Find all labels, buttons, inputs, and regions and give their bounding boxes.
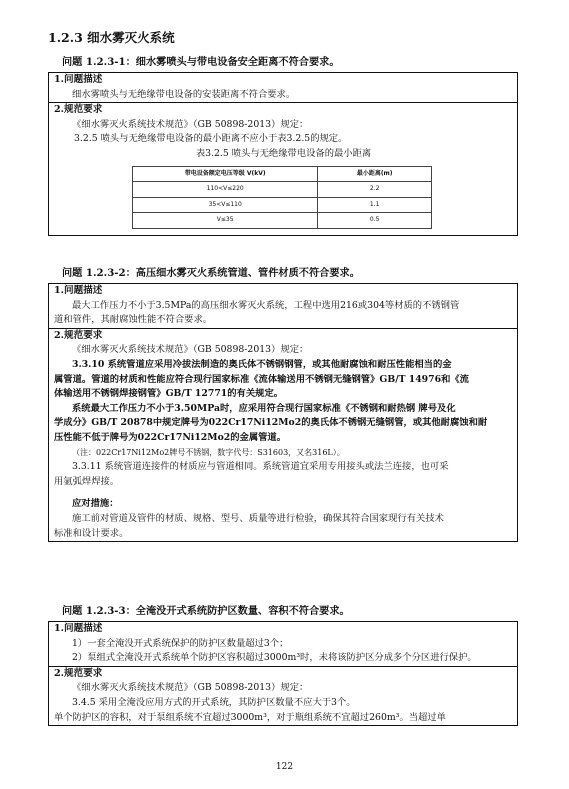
table-cell: 35<V≤110: [133, 197, 318, 213]
issue-3-requirement: [49, 667, 517, 725]
table-header-row: [133, 166, 432, 182]
requirement-header: 2.规范要求: [54, 667, 103, 679]
section-title: 1.2.3 细水雾灭火系统: [48, 30, 175, 45]
standard-reference: 《细水雾灭火系统技术规范》（GB 50898-2013）规定：: [72, 682, 309, 694]
description-text: 最大工作压力不小于3.5MPa的高压细水雾灭火系统，工程中选用216或304等材质的不锈钢管: [72, 299, 460, 311]
description-text: 1）一套全淹没开式系统保护的防护区数量超过3个；: [72, 637, 289, 649]
clause-text: 压性能不低于牌号为022Cr17Ni12Mo2的金属管道。: [54, 431, 287, 443]
description-header: 1.问题描述: [54, 285, 103, 296]
measure-text: 施工前对管道及管件的材质、规格、型号、质量等进行检验，确保其符合国家现行有关技术: [72, 512, 444, 524]
issue-2-title: 问题 1.2.3-2：高压细水雾灭火系统管道、管件材质不符合要求。: [62, 267, 360, 279]
issue-2-requirement: [49, 329, 517, 541]
description-text: 2）泵组式全淹没开式系统单个防护区容积超过3000m³时，未将该防护区分成多个分区进行保护。: [72, 652, 477, 664]
issue-1-description: [49, 73, 517, 103]
note-text: （注：022Cr17Ni12Mo2牌号不锈钢，数字代号：S31603，又名316L）。: [72, 447, 345, 457]
issue-1-requirement: [49, 103, 517, 229]
table-cell: V≤35: [133, 213, 318, 229]
issue-3-box: [48, 621, 518, 726]
clause-text: 3.4.5 采用全淹没应用方式的开式系统，其防护区数量不应大于3个。: [72, 696, 356, 708]
table-header-cell: 最小距离(m): [318, 166, 432, 182]
table-row: [133, 213, 432, 229]
table-cell: 110<V≤220: [133, 182, 318, 198]
page-number: 122: [275, 762, 294, 772]
distance-table: [132, 166, 432, 229]
table-cell: 2.2: [318, 182, 432, 198]
description-text: 道和管件，其耐腐蚀性能不符合要求。: [54, 314, 213, 326]
table-cell: 1.1: [318, 197, 432, 213]
clause-text: 系统最大工作压力不小于3.50MPa时，应采用符合现行国家标准《不锈钢和耐热钢 牌号及化: [72, 402, 456, 414]
table-header-cell: 带电设备额定电压等级 V(kV): [133, 166, 318, 182]
issue-3-description: [49, 622, 517, 667]
description-header: 1.问题描述: [54, 623, 103, 634]
clause-text: 3.2.5 喷头与无绝缘带电设备的最小距离不应小于表3.2.5的规定。: [74, 133, 348, 145]
table-row: [133, 197, 432, 213]
clause-text: 用氩弧焊焊接。: [54, 475, 120, 487]
standard-reference: 《细水雾灭火系统技术规范》（GB 50898-2013）规定：: [72, 118, 309, 130]
issue-1-title: 问题 1.2.3-1：细水雾喷头与带电设备安全距离不符合要求。: [62, 56, 340, 68]
issue-2-description: [49, 284, 517, 329]
standard-reference: 《细水雾灭火系统技术规范》（GB 50898-2013）规定：: [72, 344, 309, 356]
clause-text: 单个防护区的容积，对于泵组系统不宜超过3000m³，对于瓶组系统不宜超过260m³。当超过单: [54, 711, 446, 723]
table-cell: 0.5: [318, 213, 432, 229]
table-row: [133, 182, 432, 198]
requirement-header: 2.规范要求: [54, 104, 103, 116]
clause-text: 学成分》GB/T 20878中规定牌号为022Cr17Ni12Mo2的奥氏体不锈钢无缝钢管，或其他耐腐蚀和耐: [54, 417, 488, 429]
description-text: 细水雾喷头与无绝缘带电设备的安装距离不符合要求。: [72, 88, 296, 100]
measure-header: 应对措施：: [72, 498, 119, 510]
description-header: 1.问题描述: [54, 74, 103, 85]
clause-text: 3.3.10 系统管道应采用冷拔法制造的奥氏体不锈钢钢管，或其他耐腐蚀和耐压性能相当的金: [72, 358, 452, 370]
issue-1-box: [48, 72, 518, 236]
issue-3-title: 问题 1.2.3-3：全淹没开式系统防护区数量、容积不符合要求。: [62, 605, 350, 617]
issue-2-box: [48, 283, 518, 542]
measure-text: 标准和设计要求。: [54, 527, 129, 539]
table-caption: 表3.2.5 喷头与无绝缘带电设备的最小距离: [195, 147, 372, 159]
clause-text: 属管道。管道的材质和性能应符合现行国家标准《流体输送用不锈钢无缝钢管》GB/T 14976和《流: [54, 373, 469, 385]
clause-text: 3.3.11 系统管道连接件的材质应与管道相同。系统管道宜采用专用接头或法兰连接，也可采: [72, 461, 449, 473]
requirement-header: 2.规范要求: [54, 329, 103, 341]
clause-text: 体输送用不锈钢焊接钢管》GB/T 12771的有关规定。: [54, 388, 284, 400]
